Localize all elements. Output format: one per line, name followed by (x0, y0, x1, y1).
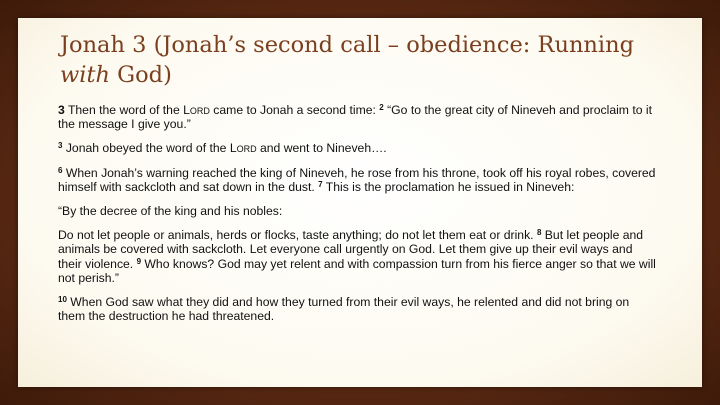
verse-text: came to Jonah a second time: (209, 103, 380, 117)
verse-number: 10 (58, 295, 67, 305)
verse-number: 8 (536, 228, 542, 238)
verse-number: 9 (136, 256, 142, 266)
title-tail: God) (110, 62, 172, 88)
slide-title (60, 30, 660, 90)
verse-text: Then the word of the (64, 103, 184, 117)
verse-text: Jonah obeyed the word of the (62, 141, 230, 156)
paragraph-verse-8 (58, 228, 658, 285)
paragraph-verse-3b (58, 141, 658, 155)
verse-number: 2 (379, 103, 384, 112)
chapter-number: 3 (58, 103, 65, 117)
scripture-passage (58, 103, 658, 333)
title-emphasis: with (60, 62, 110, 88)
verse-number: 3 (58, 141, 63, 151)
title-main: Jonah 3 (Jonah’s second call – obedience: Running (60, 32, 635, 58)
verse-text: Who knows? God may yet relent and with compassion turn from his fierce anger so that we will not perish.” (58, 256, 656, 285)
paragraph-verse-6 (58, 166, 658, 194)
verse-text: “By the decree of the king and his nobles: (58, 204, 283, 219)
verse-text: When God saw what they did and how they turned from their evil ways, he relented and did not bring on them the destruction he had threatened. (58, 295, 630, 324)
verse-text: When Jonah’s warning reached the king of Nineveh, he rose from his throne, took off his royal robes, covered himself with sackcloth and sat down in the dust. (58, 165, 656, 194)
verse-text: But let people and animals be covered with sackcloth. Let everyone call urgently on God. Let them give up their evil ways and their violence. (58, 228, 644, 271)
lord-small-caps: Lord (183, 103, 210, 117)
verse-text: “Go to the great city of Nineveh and proclaim to it the message I give you.” (58, 103, 652, 132)
paragraph-verse-3 (58, 103, 658, 131)
verse-text: and went to Nineveh…. (256, 141, 387, 156)
verse-number: 6 (58, 165, 63, 175)
verse-text: This is the proclamation he issued in Nineveh: (322, 179, 575, 194)
paragraph-verse-10 (58, 295, 658, 323)
lord-small-caps: Lord (229, 141, 257, 156)
verse-number: 7 (318, 179, 323, 189)
paragraph-decree (58, 204, 658, 218)
verse-text: Do not let people or animals, herds or flocks, taste anything; do not let them eat or drink. (58, 228, 537, 243)
